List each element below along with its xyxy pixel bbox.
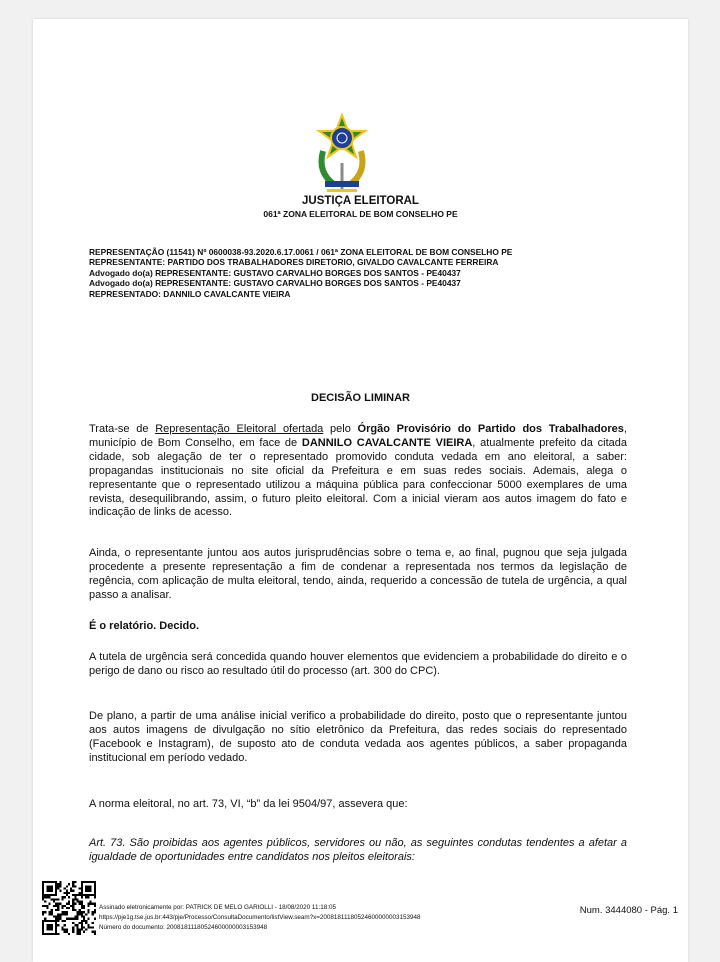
document-page: [33, 19, 688, 962]
signature-footer: [42, 881, 682, 941]
qr-code-icon[interactable]: [42, 881, 96, 935]
court-name: JUSTIÇA ELEITORAL: [302, 195, 419, 207]
case-line: REPRESENTANTE: PARTIDO DOS TRABALHADORES DIRETORIO, GIVALDO CAVALCANTE FERREIRA: [89, 257, 499, 268]
paragraph-article-quote: Art. 73. São proibidas aos agentes públicos, servidores ou não, as seguintes condutas tendentes a afetar a igualdade de oportunidades entre candidatos nos pleitos eleitorais:: [89, 837, 627, 863]
document-number: Número do documento: 20081811180524600000003153948: [99, 924, 268, 932]
case-line: Advogado do(a) REPRESENTANTE: GUSTAVO CARVALHO BORGES DOS SANTOS - PE40437: [89, 278, 461, 289]
signed-by: Assinado eletronicamente por: PATRICK DE MELO GARIOLLI - 18/08/2020 11:18:05: [99, 904, 336, 911]
text-run: , atualmente prefeito da citada cidade, sob alegação de ter o representado promovido conduta vedada em ano eleitoral, a saber: propagandas institucionais no site oficial da Prefeitura e em suas redes sociais. Ademais, alega o representante que o representado utilizou a máquina pública para confeccionar 5000 exemplares de uma revista, desequilibrando, assim, o futuro pleito eleitoral. Com a inicial vieram aos autos imagem do fato e indicação de links de acesso.: [89, 436, 627, 519]
paragraph-intro: [89, 423, 627, 520]
page-number: Num. 3444080 - Pág. 1: [579, 905, 678, 916]
paragraph-request: Ainda, o representante juntou aos autos jurisprudências sobre o tema e, ao final, pugnou que seja julgada procedente a presente representação a fim de condenar a representada nos termos da legislação de regência, com aplicação de multa eleitoral, tendo, ainda, requerido a concessão de tutela de urgência, a qual passo a analisar.: [89, 547, 627, 601]
text-run: Trata-se de: [89, 423, 156, 435]
brazil-coat-of-arms-icon: [313, 111, 371, 199]
text-run-bold: Órgão Provisório do Partido dos Trabalhadores: [357, 423, 624, 435]
text-run: pelo: [323, 423, 358, 435]
case-line: REPRESENTAÇÃO (11541) Nº 0600038-93.2020.6.17.0061 / 061ª ZONA ELEITORAL DE BOM CONSELHO PE: [89, 247, 513, 257]
paragraph-report: É o relatório. Decido.: [89, 620, 200, 632]
text-run-underlined: Representação Eleitoral ofertada: [155, 423, 324, 435]
court-zone: 061ª ZONA ELEITORAL DE BOM CONSELHO PE: [263, 209, 458, 219]
case-line: Advogado do(a) REPRESENTANTE: GUSTAVO CARVALHO BORGES DOS SANTOS - PE40437: [89, 267, 461, 278]
paragraph-urgency: A tutela de urgência será concedida quando houver elementos que evidenciem a probabilidade do direito e o perigo de dano ou risco ao resultado útil do processo (art. 300 do CPC).: [89, 651, 627, 677]
paragraph-norm: A norma eleitoral, no art. 73, VI, “b” da lei 9504/97, assevera que:: [89, 798, 408, 810]
text-run: , município de Bom Conselho, em face de: [89, 423, 627, 449]
case-line: REPRESENTADO: DANNILO CAVALCANTE VIEIRA: [89, 288, 291, 299]
text-run-bold: DANNILO CAVALCANTE VIEIRA: [301, 436, 473, 449]
verification-url[interactable]: https://pje1g.tse.jus.br:443/pje/Processo/ConsultaDocumento/listView.seam?x=20081811180524600000003153948: [99, 914, 421, 922]
paragraph-analysis: De plano, a partir de uma análise inicial verifico a probabilidade do direito, posto que o representante juntou aos autos imagens de divulgação no sítio eletrônico da Prefeitura, das redes sociais do representado (Facebook e Instagram), de suposto ato de conduta vedada aos agentes públicos, a saber propaganda institucional em período vedado.: [89, 710, 627, 764]
decision-title: DECISÃO LIMINAR: [311, 392, 410, 404]
case-header: [89, 247, 649, 299]
signature-info: [99, 903, 421, 934]
